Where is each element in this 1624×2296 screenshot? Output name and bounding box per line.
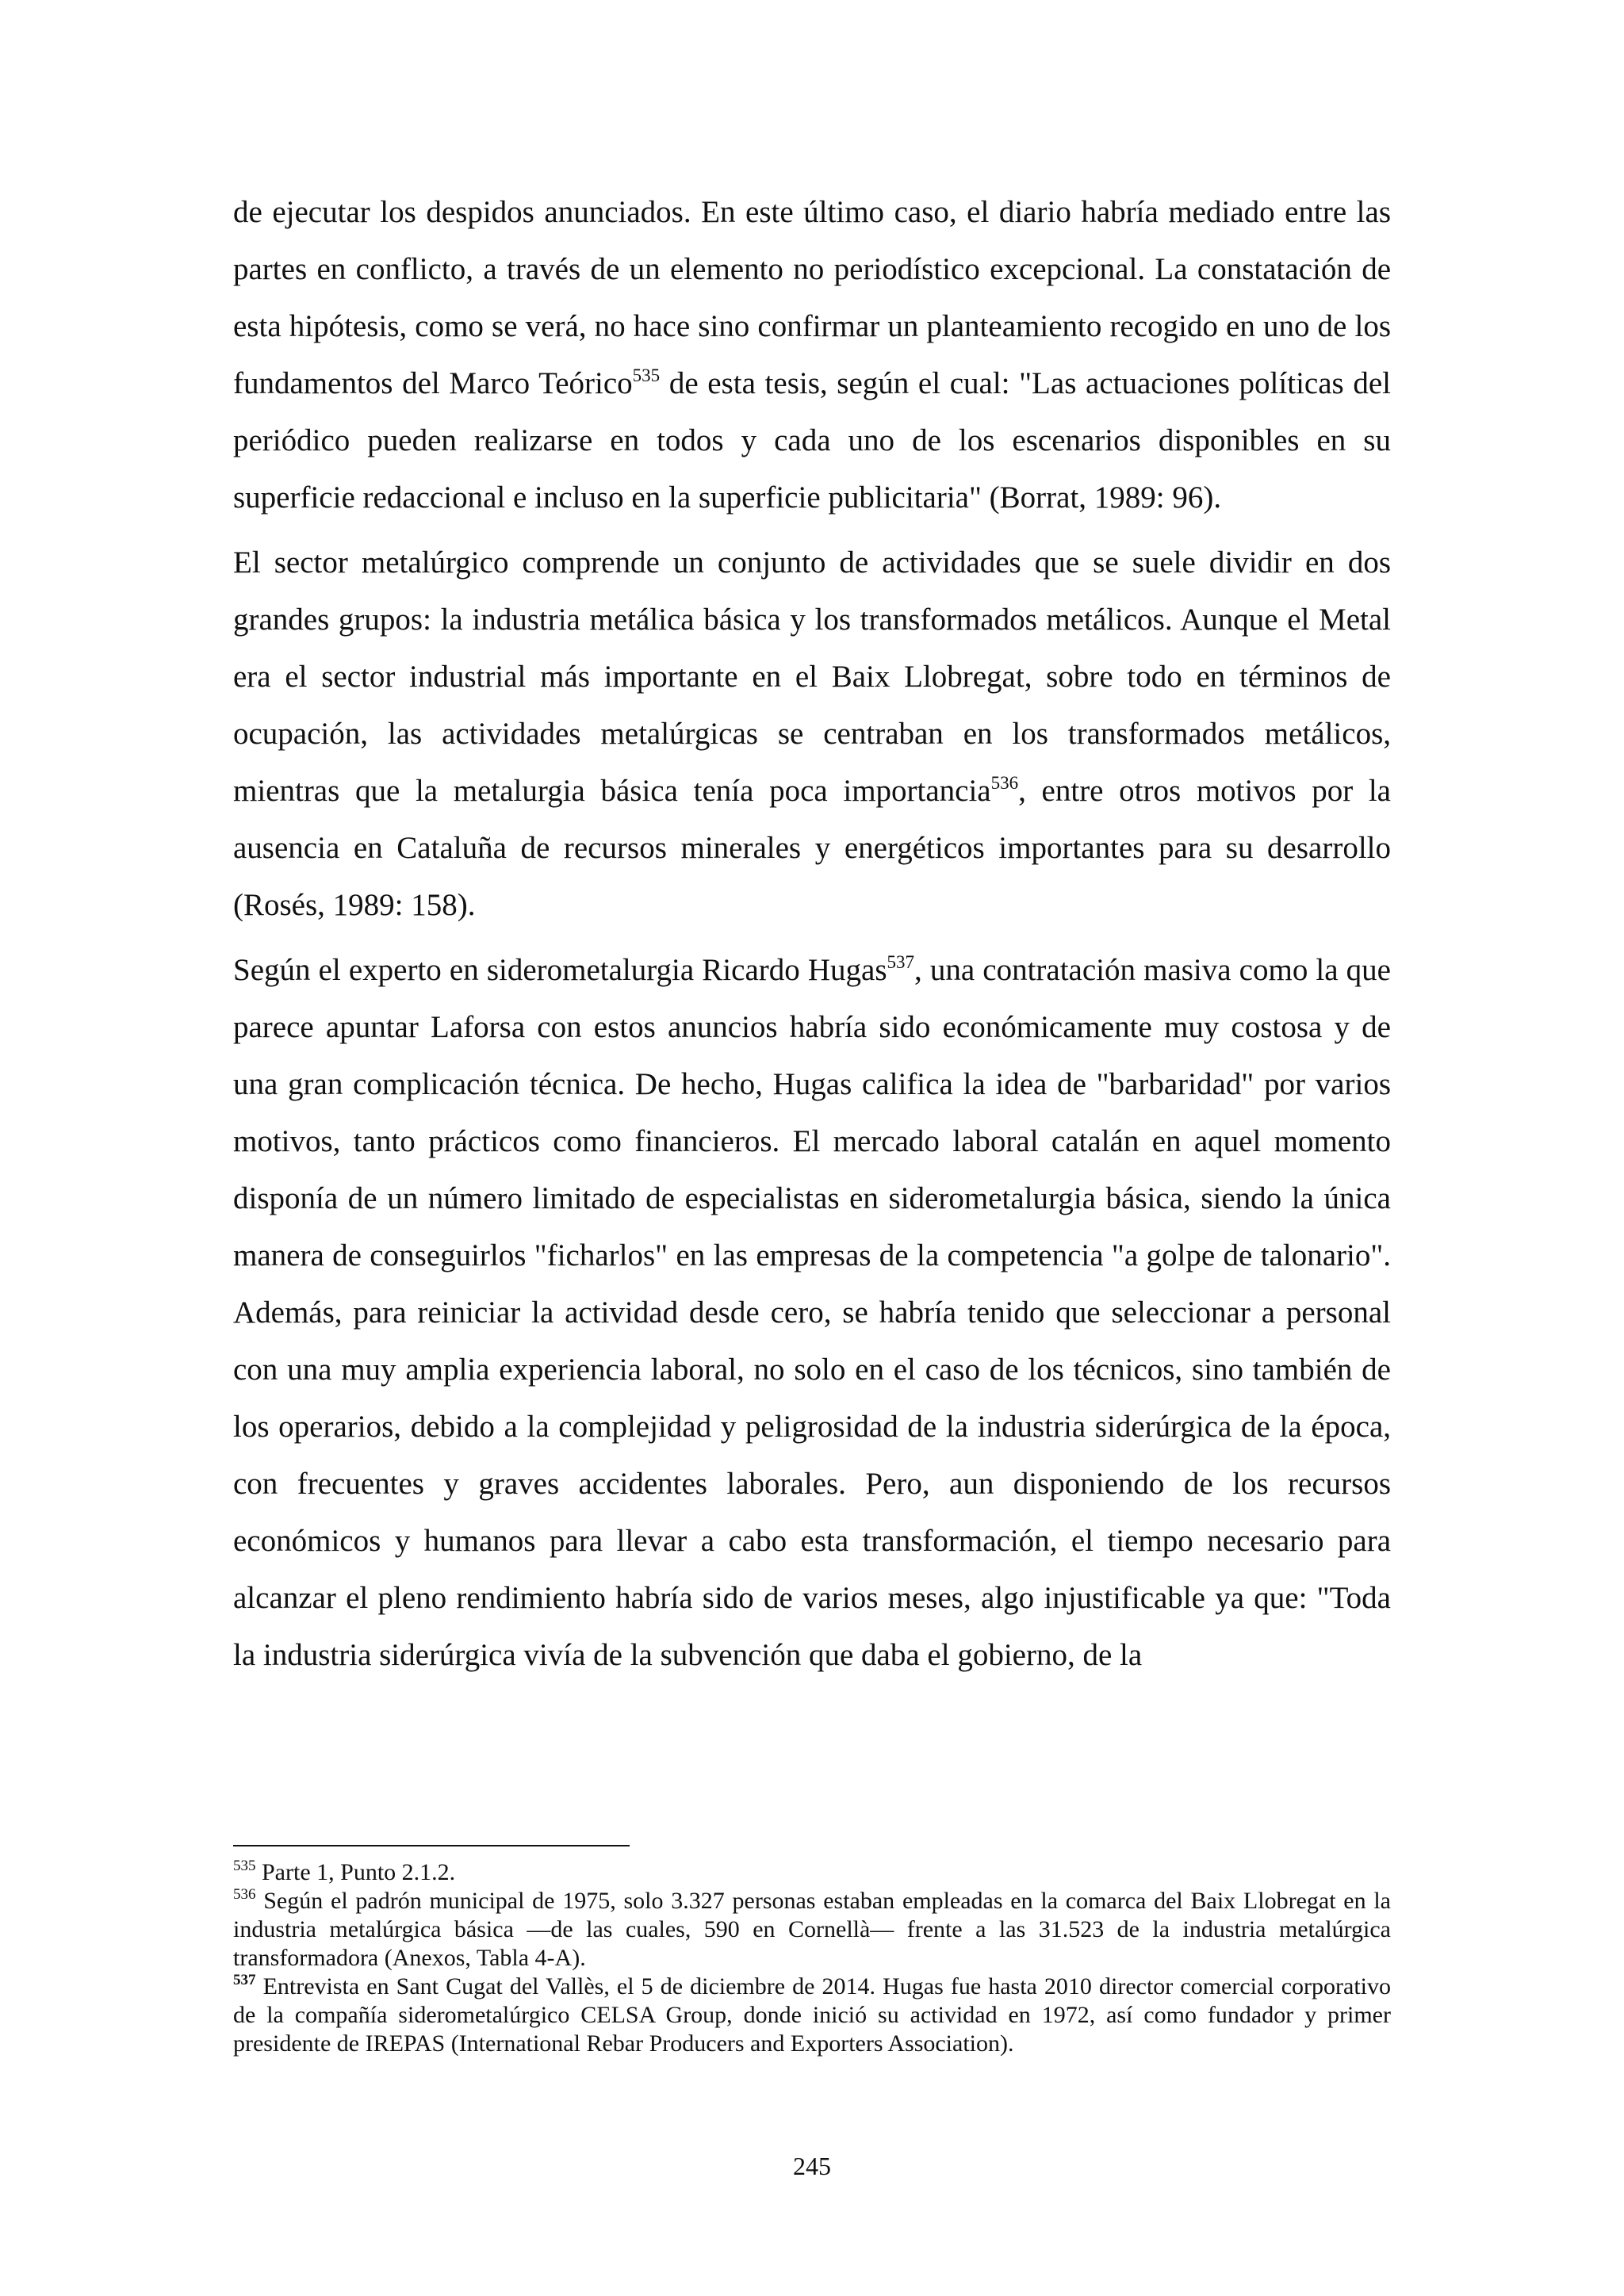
footnote-number: 536 bbox=[233, 1886, 256, 1903]
footnote-ref-537[interactable]: 537 bbox=[887, 952, 914, 972]
paragraph-3-text-a: Según el experto en siderometalurgia Ricardo Hugas bbox=[233, 953, 887, 987]
paragraph-3 bbox=[233, 942, 1391, 1684]
paragraph-2-text-b: , entre otros motivos por la ausencia en Cataluña de recursos minerales y energéticos importantes para su desarrollo (Rosés, 1989: 158). bbox=[233, 774, 1391, 922]
footnote-separator bbox=[233, 1845, 630, 1846]
footnotes bbox=[233, 1858, 1391, 2058]
page-number: 245 bbox=[793, 2152, 831, 2180]
footnote-text: Parte 1, Punto 2.1.2. bbox=[255, 1859, 456, 1885]
footnote-535 bbox=[233, 1858, 1391, 1887]
paragraph-1 bbox=[233, 184, 1391, 526]
footnote-text: Según el padrón municipal de 1975, solo 3.327 personas estaban empleadas en la comarca del Baix Llobregat en la industria metalúrgica básica —de las cuales, 590 en Cornellà— frente a las 31.523 de la industria metalúrgica transformadora (Anexos, Tabla 4-A). bbox=[233, 1888, 1391, 1971]
footnote-537 bbox=[233, 1973, 1391, 2058]
paragraph-2 bbox=[233, 534, 1391, 934]
footnote-ref-535[interactable]: 535 bbox=[632, 365, 661, 385]
body-text bbox=[233, 184, 1391, 1692]
footnote-536 bbox=[233, 1887, 1391, 1973]
paragraph-3-text-b: , una contratación masiva como la que parece apuntar Laforsa con estos anuncios habría sido económicamente muy costosa y de una gran complicación técnica. De hecho, Hugas califica la idea de "barbaridad" por varios motivos, tanto prácticos como financieros. El mercado laboral catalán en aquel momento disponía de un número limitado de especialistas en siderometalurgia básica, siendo la única manera de conseguirlos "ficharlos" en las empresas de la competencia "a golpe de talonario". Además, para reiniciar la actividad desde cero, se habría tenido que seleccionar a personal con una muy amplia experiencia laboral, no solo en el caso de los técnicos, sino también de los operarios, debido a la complejidad y peligrosidad de la industria siderúrgica de la época, con frecuentes y graves accidentes laborales. Pero, aun disponiendo de los recursos económicos y humanos para llevar a cabo esta transformación, el tiempo necesario para alcanzar el pleno rendimiento habría sido de varios meses, algo injustificable ya que: "Toda la industria siderúrgica vivía de la subvención que daba el gobierno, de la bbox=[233, 953, 1391, 1672]
footnote-ref-536[interactable]: 536 bbox=[990, 773, 1019, 793]
footnote-number: 537 bbox=[233, 1972, 256, 1988]
paragraph-1-text-b: de esta tesis, según el cual: "Las actuaciones políticas del periódico pueden realizarse en todos y cada uno de los escenarios disponibles en su superficie redaccional e incluso en la superficie publicitaria" (Borrat, 1989: 96). bbox=[233, 366, 1391, 515]
paragraph-2-text-a: El sector metalúrgico comprende un conjunto de actividades que se suele dividir en dos grandes grupos: la industria metálica básica y los transformados metálicos. Aunque el Metal era el sector industrial más importante en el Baix Llobregat, sobre todo en términos de ocupación, las actividades metalúrgicas se centraban en los transformados metálicos, mientras que la metalurgia básica tenía poca importancia bbox=[233, 545, 1391, 808]
paragraph-1-text-a: de ejecutar los despidos anunciados. En este último caso, el diario habría mediado entre las partes en conflicto, a través de un elemento no periodístico excepcional. La constatación de esta hipótesis, como se verá, no hace sino confirmar un planteamiento recogido en uno de los fundamentos del Marco Teórico bbox=[233, 195, 1391, 400]
footnote-text: Entrevista en Sant Cugat del Vallès, el 5 de diciembre de 2014. Hugas fue hasta 2010 director comercial corporativo de la compañía siderometalúrgico CELSA Group, donde inició su actividad en 1972, así como fundador y primer presidente de IREPAS (International Rebar Producers and Exporters Association). bbox=[233, 1973, 1391, 2057]
footnote-number: 535 bbox=[233, 1858, 256, 1874]
